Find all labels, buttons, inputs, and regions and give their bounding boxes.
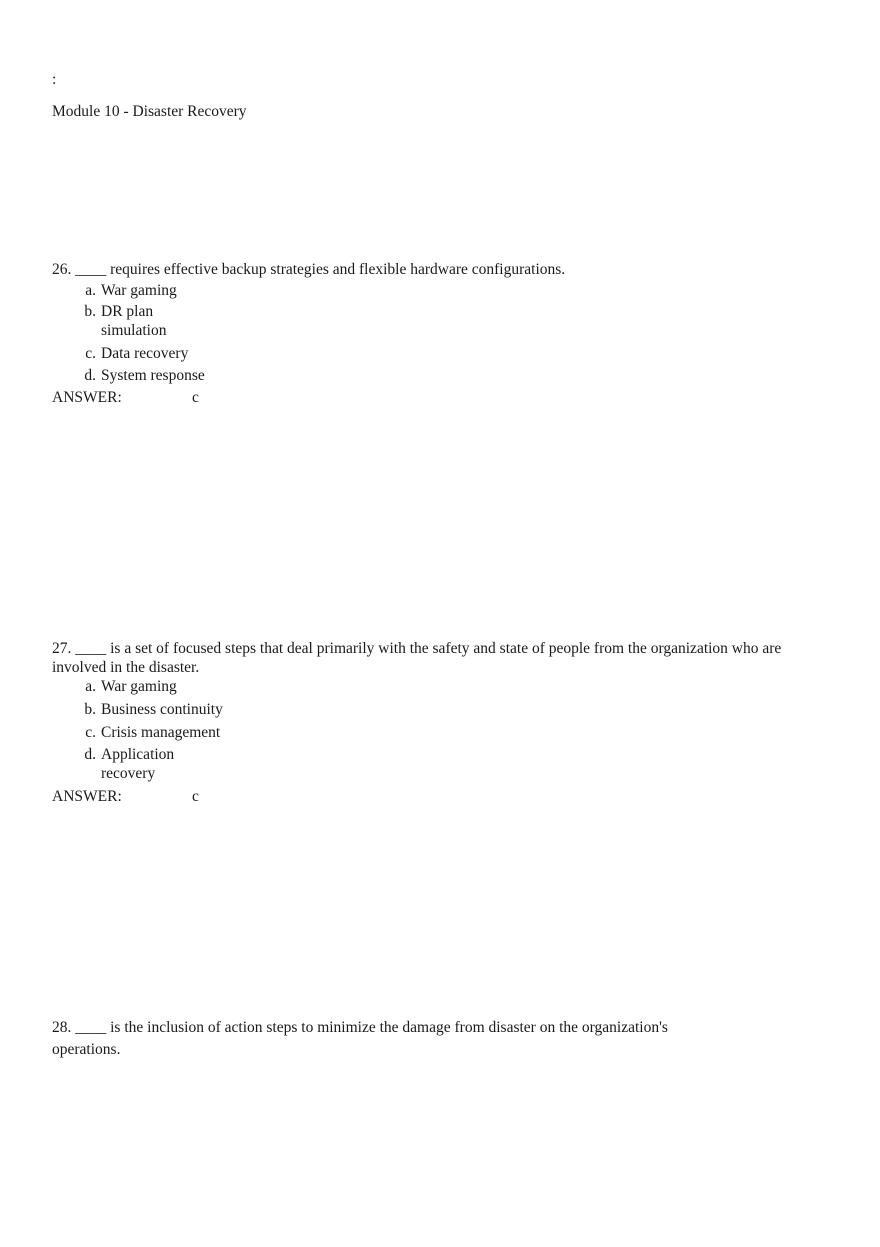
option-letter: a. [85, 282, 96, 299]
option-text: Application recovery [101, 746, 175, 782]
option-letter: b. [84, 701, 96, 718]
option-c [52, 723, 812, 742]
answer-label: ANSWER: [52, 788, 122, 805]
option-letter: c. [85, 724, 96, 741]
question-stem: 26. ____ requires effective backup strategies and flexible hardware configurations. [52, 261, 566, 278]
answer-label: ANSWER: [52, 389, 122, 406]
option-text: Crisis management [101, 724, 221, 741]
options-list [52, 281, 812, 385]
question-26 [52, 260, 812, 407]
module-title: Module 10 - Disaster Recovery [52, 103, 247, 120]
option-letter: d. [84, 367, 96, 384]
option-letter: c. [85, 345, 96, 362]
answer-row [52, 388, 812, 407]
question-27 [52, 639, 812, 806]
option-d [52, 366, 812, 385]
option-letter: a. [85, 678, 96, 695]
option-text: War gaming [101, 282, 177, 299]
answer-row [52, 787, 812, 806]
option-text: Business continuity [101, 701, 223, 718]
option-text: DR plan simulation [101, 303, 167, 339]
question-stem: 28. ____ is the inclusion of action steps to minimize the damage from disaster on the organization's operations. [52, 1019, 668, 1058]
option-letter: d. [84, 746, 96, 763]
options-list [52, 677, 812, 783]
option-b [52, 302, 812, 340]
option-d [52, 745, 812, 783]
answer-value: c [192, 788, 199, 805]
option-a [52, 281, 812, 300]
header-colon: : [52, 71, 57, 88]
question-stem: 27. ____ is a set of focused steps that deal primarily with the safety and state of people from the organization who are involved in the disaster. [52, 640, 782, 676]
option-text: War gaming [101, 678, 177, 695]
option-c [52, 344, 812, 363]
option-b [52, 700, 812, 719]
answer-value: c [192, 389, 199, 406]
option-text: System response [101, 367, 205, 384]
option-letter: b. [84, 303, 96, 320]
option-text: Data recovery [101, 345, 189, 362]
option-a [52, 677, 812, 696]
question-28 [52, 1017, 712, 1061]
